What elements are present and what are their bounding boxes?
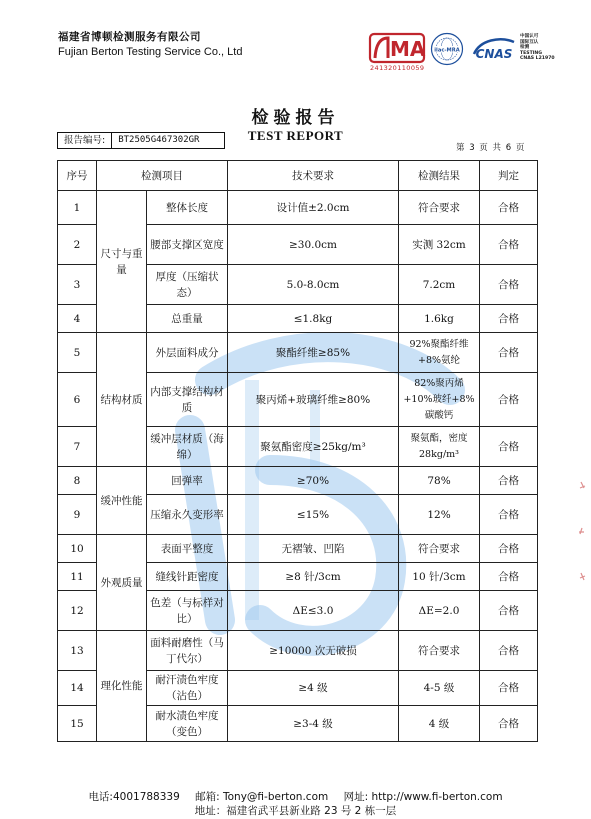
test-results-table xyxy=(57,160,538,742)
cell-verdict: 合格 xyxy=(480,225,538,265)
cell-requirement: ≥10000 次无破损 xyxy=(228,631,399,671)
company-name-cn: 福建省博顿检测服务有限公司 xyxy=(58,31,201,43)
cell-verdict: 合格 xyxy=(480,563,538,591)
cma-text: MA xyxy=(390,37,426,61)
footer-phone: 电话:4001788339 xyxy=(88,791,180,803)
cnas-caption-line: CNAS L21970 xyxy=(520,56,555,62)
cell-requirement: 聚氨酯密度≥25kg/m³ xyxy=(228,427,399,467)
cell-requirement: 设计值±2.0cm xyxy=(228,191,399,225)
cell-result: 7.2cm xyxy=(399,265,480,305)
cell-no: 13 xyxy=(58,631,97,671)
cell-item: 耐水渍色牢度（变色） xyxy=(147,706,228,742)
cell-verdict: 合格 xyxy=(480,467,538,495)
group-cell: 结构材质 xyxy=(97,333,147,467)
cell-requirement: ≥4 级 xyxy=(228,671,399,706)
cnas-caption-line: 检测 xyxy=(520,45,530,51)
cell-verdict: 合格 xyxy=(480,631,538,671)
cell-result: 12% xyxy=(399,495,480,535)
cell-item: 色差（与标样对比） xyxy=(147,591,228,631)
cma-code: 241320110059 xyxy=(370,64,425,72)
cell-verdict: 合格 xyxy=(480,305,538,333)
cell-requirement: 无褶皱、凹陷 xyxy=(228,535,399,563)
cell-requirement: 聚酯纤维≥85% xyxy=(228,333,399,373)
cell-verdict: 合格 xyxy=(480,427,538,467)
cell-requirement: ≤15% xyxy=(228,495,399,535)
table-row xyxy=(58,333,538,373)
cell-requirement: ≥8 针/3cm xyxy=(228,563,399,591)
report-title-cn: 检验报告 xyxy=(251,108,340,128)
cell-no: 10 xyxy=(58,535,97,563)
cell-verdict: 合格 xyxy=(480,265,538,305)
cell-result: 实测 32cm xyxy=(399,225,480,265)
margin-marks xyxy=(576,478,588,588)
cell-result: 1.6kg xyxy=(399,305,480,333)
cell-requirement: ≤1.8kg xyxy=(228,305,399,333)
group-cell: 缓冲性能 xyxy=(97,467,147,535)
cell-item: 腰部支撑区宽度 xyxy=(147,225,228,265)
cell-verdict: 合格 xyxy=(480,373,538,427)
cell-item: 面料耐磨性（马丁代尔） xyxy=(147,631,228,671)
cell-result: 92%聚酯纤维+8%氨纶 xyxy=(399,333,480,373)
cell-no: 7 xyxy=(58,427,97,467)
ilac-text: ilac-MRA xyxy=(434,47,460,54)
group-cell: 外观质量 xyxy=(97,535,147,631)
cell-requirement: 5.0-8.0cm xyxy=(228,265,399,305)
cell-item: 缓冲层材质（海绵） xyxy=(147,427,228,467)
cell-no: 6 xyxy=(58,373,97,427)
accreditation-logos xyxy=(368,30,568,76)
cell-requirement: 聚丙烯+玻璃纤维≥80% xyxy=(228,373,399,427)
cell-no: 9 xyxy=(58,495,97,535)
cnas-caption-line: 中国认可 xyxy=(520,34,539,39)
group-cell: 理化性能 xyxy=(97,631,147,742)
cell-result: 10 针/3cm xyxy=(399,563,480,591)
cell-no: 2 xyxy=(58,225,97,265)
table-row xyxy=(58,191,538,225)
cell-requirement: ≥3-4 级 xyxy=(228,706,399,742)
cell-no: 8 xyxy=(58,467,97,495)
footer-address: 地址：福建省武平县新业路 23 号 2 栋一层 xyxy=(194,805,397,817)
cnas-caption-line: TESTING xyxy=(520,50,543,56)
table-row xyxy=(58,467,538,495)
cell-item: 厚度（压缩状态） xyxy=(147,265,228,305)
cell-item: 回弹率 xyxy=(147,467,228,495)
cell-verdict: 合格 xyxy=(480,535,538,563)
cell-result: 符合要求 xyxy=(399,535,480,563)
header-result: 检测结果 xyxy=(399,161,480,191)
page-footer xyxy=(0,790,591,818)
cnas-text: CNAS xyxy=(475,47,513,61)
report-number-value: BT2505G467302GR xyxy=(118,135,200,145)
cell-result: ΔE=2.0 xyxy=(399,591,480,631)
ilac-mra-logo xyxy=(430,32,464,66)
table-header-row xyxy=(58,161,538,191)
header-requirement: 技术要求 xyxy=(228,161,399,191)
cell-verdict: 合格 xyxy=(480,191,538,225)
cell-no: 4 xyxy=(58,305,97,333)
cell-result: 78% xyxy=(399,467,480,495)
header-verdict: 判定 xyxy=(480,161,538,191)
cell-requirement: ≥30.0cm xyxy=(228,225,399,265)
cell-no: 1 xyxy=(58,191,97,225)
cell-result: 4 级 xyxy=(399,706,480,742)
cell-result: 聚氨酯，密度28kg/m³ xyxy=(399,427,480,467)
cell-item: 内部支撑结构材质 xyxy=(147,373,228,427)
cell-item: 整体长度 xyxy=(147,191,228,225)
table-row xyxy=(58,631,538,671)
cell-result: 82%聚丙烯+10%玻纤+8%碳酸钙 xyxy=(399,373,480,427)
header-no: 序号 xyxy=(58,161,97,191)
cell-no: 12 xyxy=(58,591,97,631)
cell-item: 外层面料成分 xyxy=(147,333,228,373)
report-number-label: 报告编号: xyxy=(58,133,112,148)
footer-website[interactable]: 网址: http://www.fi-berton.com xyxy=(343,791,503,803)
cell-item: 缝线针距密度 xyxy=(147,563,228,591)
header-item: 检测项目 xyxy=(97,161,228,191)
cell-item: 总重量 xyxy=(147,305,228,333)
cell-result: 符合要求 xyxy=(399,631,480,671)
cnas-caption-line: 国际互认 xyxy=(520,39,539,45)
company-name-en: Fujian Berton Testing Service Co., Ltd xyxy=(58,46,243,58)
report-number-box xyxy=(57,132,225,149)
cell-no: 3 xyxy=(58,265,97,305)
cell-requirement: ≥70% xyxy=(228,467,399,495)
cell-no: 15 xyxy=(58,706,97,742)
cell-no: 14 xyxy=(58,671,97,706)
cell-verdict: 合格 xyxy=(480,495,538,535)
cell-verdict: 合格 xyxy=(480,671,538,706)
footer-email[interactable]: 邮箱: Tony@fi-berton.com xyxy=(195,791,329,803)
group-cell: 尺寸与重量 xyxy=(97,191,147,333)
cnas-logo xyxy=(470,34,518,66)
cell-item: 耐汗渍色牢度（沾色） xyxy=(147,671,228,706)
cell-result: 符合要求 xyxy=(399,191,480,225)
cell-verdict: 合格 xyxy=(480,591,538,631)
page-info: 第 3 页 共 6 页 xyxy=(456,143,526,153)
cell-no: 5 xyxy=(58,333,97,373)
cell-item: 表面平整度 xyxy=(147,535,228,563)
cell-no: 11 xyxy=(58,563,97,591)
cell-result: 4-5 级 xyxy=(399,671,480,706)
company-header xyxy=(58,29,242,58)
cell-verdict: 合格 xyxy=(480,706,538,742)
cell-requirement: ΔE≤3.0 xyxy=(228,591,399,631)
cell-verdict: 合格 xyxy=(480,333,538,373)
table-row xyxy=(58,535,538,563)
cell-item: 压缩永久变形率 xyxy=(147,495,228,535)
cnas-caption xyxy=(520,34,568,62)
report-title-en: TEST REPORT xyxy=(247,128,344,143)
